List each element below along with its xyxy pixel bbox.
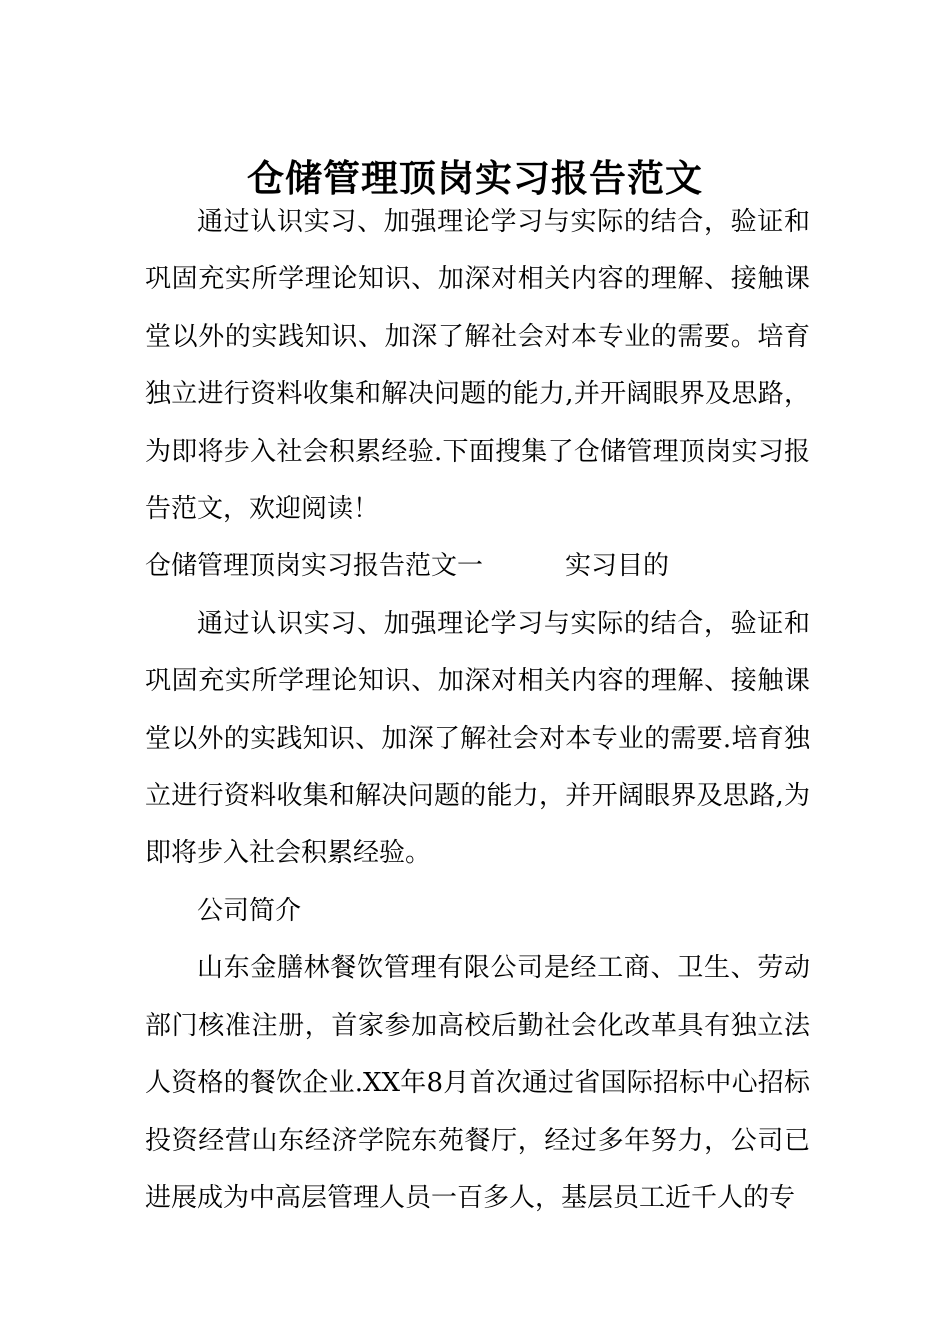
purpose-paragraph: 通过认识实习、加强理论学习与实际的结合，验证和巩固充实所学理论知识、加深对相关内容的理解、接触课堂以外的实践知识、加深了解社会对本专业的需要.培育独立进行资料收集和解决问题的能力，并开阔眼界及思路,为即将步入社会积累经验。: [145, 608, 810, 869]
company-paragraph: 山东金膳林餐饮管理有限公司是经工商、卫生、劳动部门核准注册，首家参加高校后勤社会化改革具有独立法人资格的餐饮企业.XX年8月首次通过省国际招标中心招标投资经营山东经济学院东苑餐厅，经过多年努力，公司已进展成为中高层管理人员一百多人，基层员工近千人的专: [145, 953, 810, 1213]
document-body: [145, 194, 810, 1227]
section-subheading: 实习目的: [565, 551, 670, 582]
intro-paragraph: 通过认识实习、加强理论学习与实际的结合，验证和巩固充实所学理论知识、加深对相关内容的理解、接触课堂以外的实践知识、加深了解社会对本专业的需要。培育独立进行资料收集和解决问题的能力,并开阔眼界及思路，为即将步入社会积累经验.下面搜集了仓储管理顶岗实习报告范文，欢迎阅读！: [145, 207, 810, 525]
company-heading: 公司简介: [197, 895, 302, 926]
section-heading: 仓储管理顶岗实习报告范文一: [145, 551, 484, 582]
section-heading-line: [145, 538, 810, 595]
document-title: 仓储管理顶岗实习报告范文: [247, 155, 703, 200]
